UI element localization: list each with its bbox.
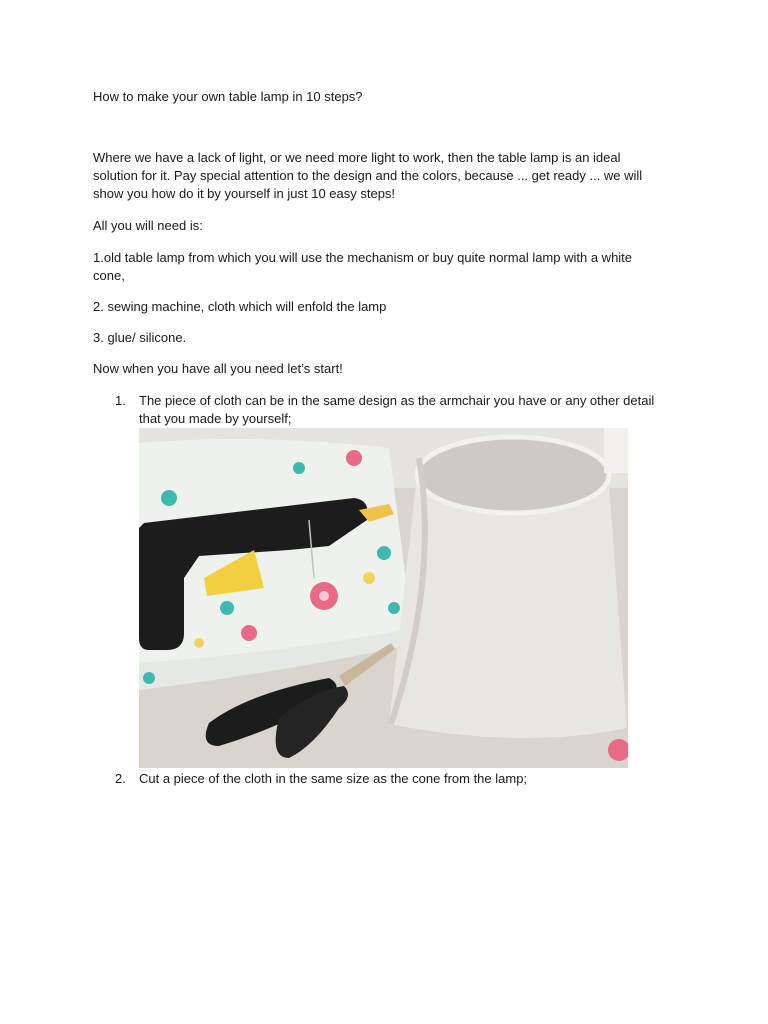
needs-heading: All you will need is: bbox=[93, 218, 203, 233]
step-item bbox=[93, 770, 693, 790]
step-text: Cut a piece of the cloth in the same size as the cone from the lamp; bbox=[139, 771, 528, 786]
need-item: 2. sewing machine, cloth which will enfold the lamp bbox=[93, 299, 387, 314]
document-title: How to make your own table lamp in 10 steps? bbox=[93, 89, 363, 104]
intro-paragraph: Where we have a lack of light, or we need more light to work, then the table lamp is an ideal solution for it. Pay special attention to the design and the colors, because ... get ready ... we will show you how do it by yourself in just 10 easy steps! bbox=[93, 150, 643, 201]
step-item bbox=[93, 392, 693, 432]
step-photo-cloth-glue-gun-scissors-lampshade bbox=[139, 428, 628, 768]
step-number: 1. bbox=[115, 393, 126, 408]
need-item: 3. glue/ silicone. bbox=[93, 330, 187, 345]
step-number: 2. bbox=[115, 771, 126, 786]
lampshade-icon bbox=[389, 428, 628, 761]
step-text: The piece of cloth can be in the same design as the armchair you have or any other detail that you made by yourself; bbox=[139, 393, 655, 426]
need-item: 1.old table lamp from which you will use the mechanism or buy quite normal lamp with a white cone, bbox=[93, 250, 633, 283]
start-line: Now when you have all you need let’s start! bbox=[93, 361, 343, 376]
